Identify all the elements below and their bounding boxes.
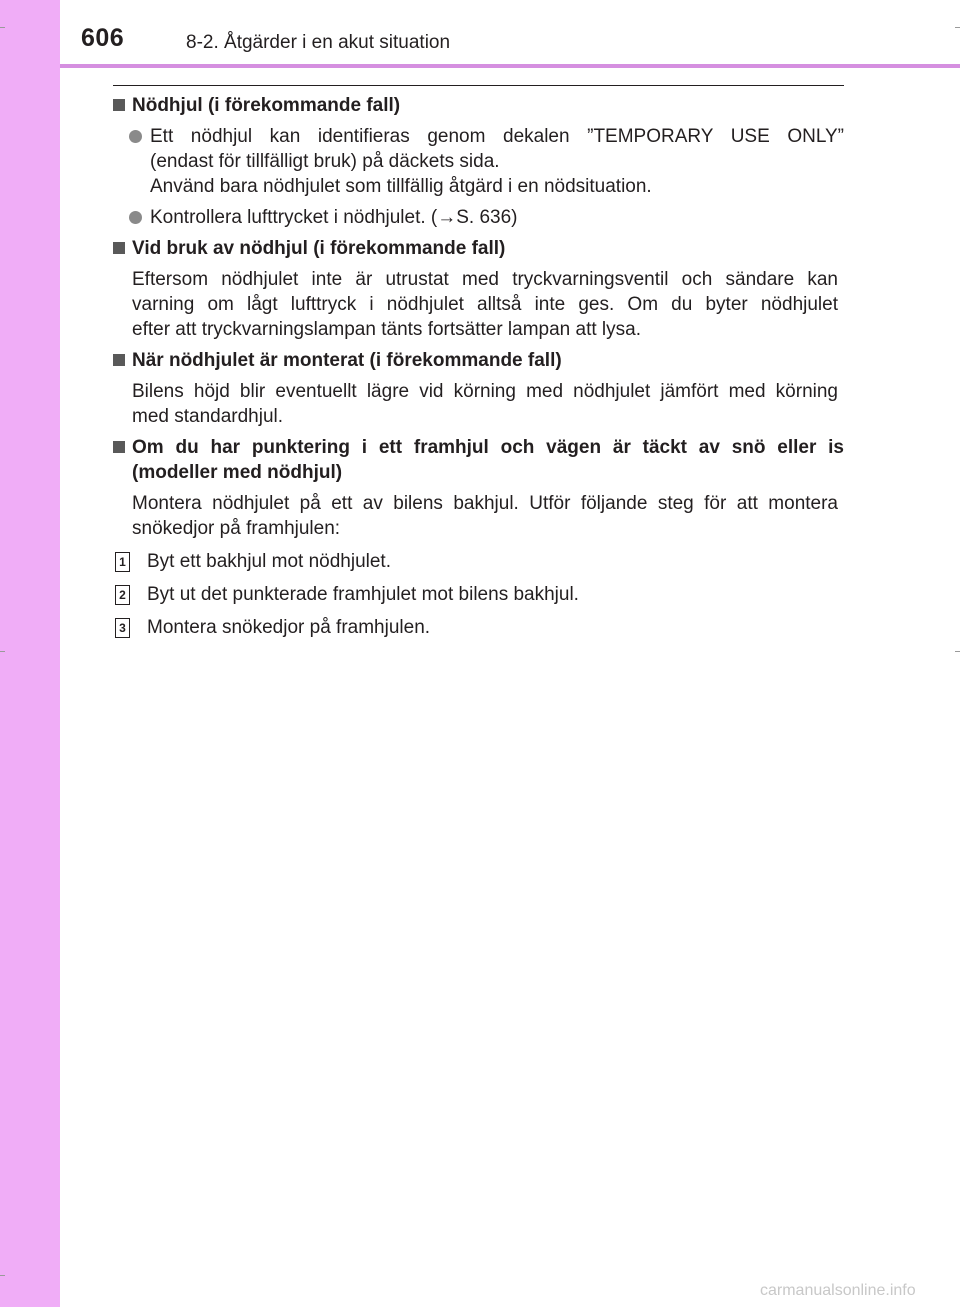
paragraph: Montera nödhjulet på ett av bilens bakhjul. Utför följande steg för att montera snökedjor på framhjulen: <box>132 493 838 539</box>
step-number: 2 <box>115 585 130 605</box>
crop-mark <box>955 27 960 28</box>
step-text: Byt ut det punkterade framhjulet mot bilens bakhjul. <box>147 584 579 605</box>
bullet-line: Ett nödhjul kan identifieras genom dekalen ”TEMPORARY USE ONLY” <box>150 126 844 147</box>
step-item <box>115 615 844 640</box>
square-bullet-icon <box>113 441 125 453</box>
crop-mark <box>955 651 960 652</box>
paragraph: Eftersom nödhjulet inte är utrustat med tryckvarningsventil och sändare kan varning om lågt lufttryck i nödhjulet alltså inte ges. Om du byter nödhjulet efter att tryckvarningslampan tänts fortsätter lampan att lysa. <box>132 269 838 340</box>
bullet-line: Kontrollera lufttrycket i nödhjulet. (→S. 636) <box>150 207 518 228</box>
heading-spare-wheel: Nödhjul (i förekommande fall) <box>113 93 844 118</box>
round-bullet-icon <box>129 130 142 143</box>
crop-mark <box>0 1275 5 1276</box>
bullet-line: (endast för tillfälligt bruk) på däckets sida. <box>150 151 500 172</box>
top-rule <box>113 85 844 86</box>
bullet-line: Använd bara nödhjulet som tillfällig åtgärd i en nödsituation. <box>150 176 652 197</box>
step-number: 3 <box>115 618 130 638</box>
round-bullet-icon <box>129 211 142 224</box>
bullet-item <box>129 124 844 199</box>
heading-spare-mounted: När nödhjulet är monterat (i förekommande fall) <box>113 348 844 373</box>
step-text: Byt ett bakhjul mot nödhjulet. <box>147 551 391 572</box>
crop-mark <box>0 27 5 28</box>
sidebar-tab <box>0 0 60 1307</box>
heading-using-spare: Vid bruk av nödhjul (i förekommande fall) <box>113 236 844 261</box>
square-bullet-icon <box>113 242 125 254</box>
step-number: 1 <box>115 552 130 572</box>
square-bullet-icon <box>113 99 125 111</box>
step-item <box>115 582 844 607</box>
crop-mark <box>0 651 5 652</box>
step-item <box>115 549 844 574</box>
step-text: Montera snökedjor på framhjulen. <box>147 617 431 638</box>
watermark: carmanualsonline.info <box>760 1282 916 1299</box>
header-divider <box>60 64 960 68</box>
page-content <box>113 93 844 640</box>
heading-front-puncture: Om du har punktering i ett framhjul och vägen är täckt av snö eller is (modeller med nödhjul) <box>113 435 844 485</box>
square-bullet-icon <box>113 354 125 366</box>
paragraph: Bilens höjd blir eventuellt lägre vid körning med nödhjulet jämfört med körning med standardhjul. <box>132 381 838 427</box>
section-title: 8-2. Åtgärder i en akut situation <box>186 32 451 53</box>
page-number: 606 <box>81 24 125 52</box>
bullet-item <box>129 205 844 230</box>
